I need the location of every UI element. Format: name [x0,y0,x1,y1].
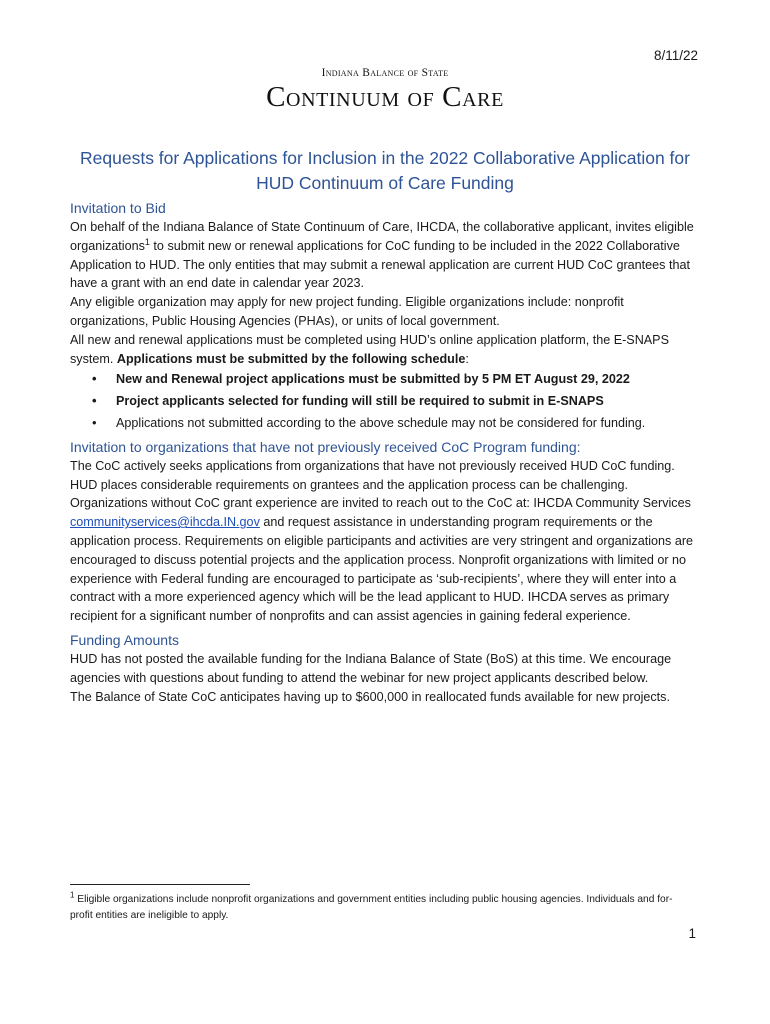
paragraph-text: On behalf of the Indiana Balance of State Continuum of Care, IHCDA, the collaborative applicant, invites eligible organizations [70,220,694,253]
logo-subtitle: Indiana Balance of State [321,67,449,79]
paragraph-text: and request assistance in understanding program requirements or the application process. Requirements on eligible participants and activities are very stringent and organizations are encouraged to discuss potential projects and the application process. Nonprofit organizations with limited or no experience with Federal funding are encouraged to participate as ‘sub-recipients’, where they will enter into a contract with a more experienced agency which will be the lead applicant to HUD. IHCDA serves as primary recipient for a significant number of nonprofits and can assist agencies in gaining federal experience. [70,515,694,624]
paragraph-text: The CoC actively seeks applications from organizations that have not previously received HUD CoC funding. HUD places considerable requirements on grantees and the application process can be challenging. Organizations without CoC grant experience are invited to reach out to the CoC at: IHCDA Community Services [70,458,691,511]
list-item: • Applications not submitted according to the above schedule may not be considered for funding. [92,414,700,433]
footnote-reference[interactable]: 1 [144,236,150,247]
paragraph-text: : [465,351,469,366]
list-item: • Project applicants selected for funding will still be required to submit in E-SNAPS [92,392,700,411]
footnote-divider [70,884,250,885]
paragraph-text: All new and renewal applications must be completed using HUD’s online application platform, the E-SNAPS system. [70,332,669,366]
email-link[interactable]: communityservices@ihcda.IN.gov [70,515,260,530]
paragraph-eligibility: Any eligible organization may apply for new project funding. Eligible organizations include: nonprofit organizations, Public Housing Agencies (PHAs), or units of local government. [70,295,624,328]
paragraph-reallocated-funds: The Balance of State CoC anticipates having up to $600,000 in reallocated funds available for new projects. [70,689,670,704]
coc-logo [0,66,770,114]
footnote-mark: 1 [70,890,75,900]
heading-new-organizations: Invitation to organizations that have not previously received CoC Program funding: [70,438,581,455]
heading-funding-amounts: Funding Amounts [70,631,179,648]
paragraph-funding: HUD has not posted the available funding for the Indiana Balance of State (BoS) at this time. We encourage agencies with questions about funding to attend the webinar for new project applicants described below. [70,651,672,685]
schedule-emphasis: Applications must be submitted by the following schedule [116,351,466,366]
paragraph-text: to submit new or renewal applications for CoC funding to be included in the 2022 Collaborative Application to HUD. The only entities that may submit a renewal application are current HUD CoC grantees that have a grant with an end date in calendar year 2023. [70,238,690,291]
footnote [70,892,690,924]
schedule-list [70,370,700,432]
page-number: 1 [688,926,696,941]
document-body [70,198,700,706]
document-title: Requests for Applications for Inclusion in the 2022 Collaborative Application for HUD Continuum of Care Funding [80,148,690,193]
list-item: • New and Renewal project applications must be submitted by 5 PM ET August 29, 2022 [92,370,700,389]
paragraph-new-organizations [70,457,700,626]
logo-title: Continuum of Care [266,81,504,113]
paragraph-invitation [70,218,700,293]
paragraph-esnaps [70,331,700,369]
footnote-text: Eligible organizations include nonprofit organizations and government entities including public housing agencies. Individuals and for-profit entities are ineligible to apply. [70,894,673,921]
heading-invitation-to-bid: Invitation to Bid [70,200,166,216]
document-date: 8/11/22 [653,48,698,63]
